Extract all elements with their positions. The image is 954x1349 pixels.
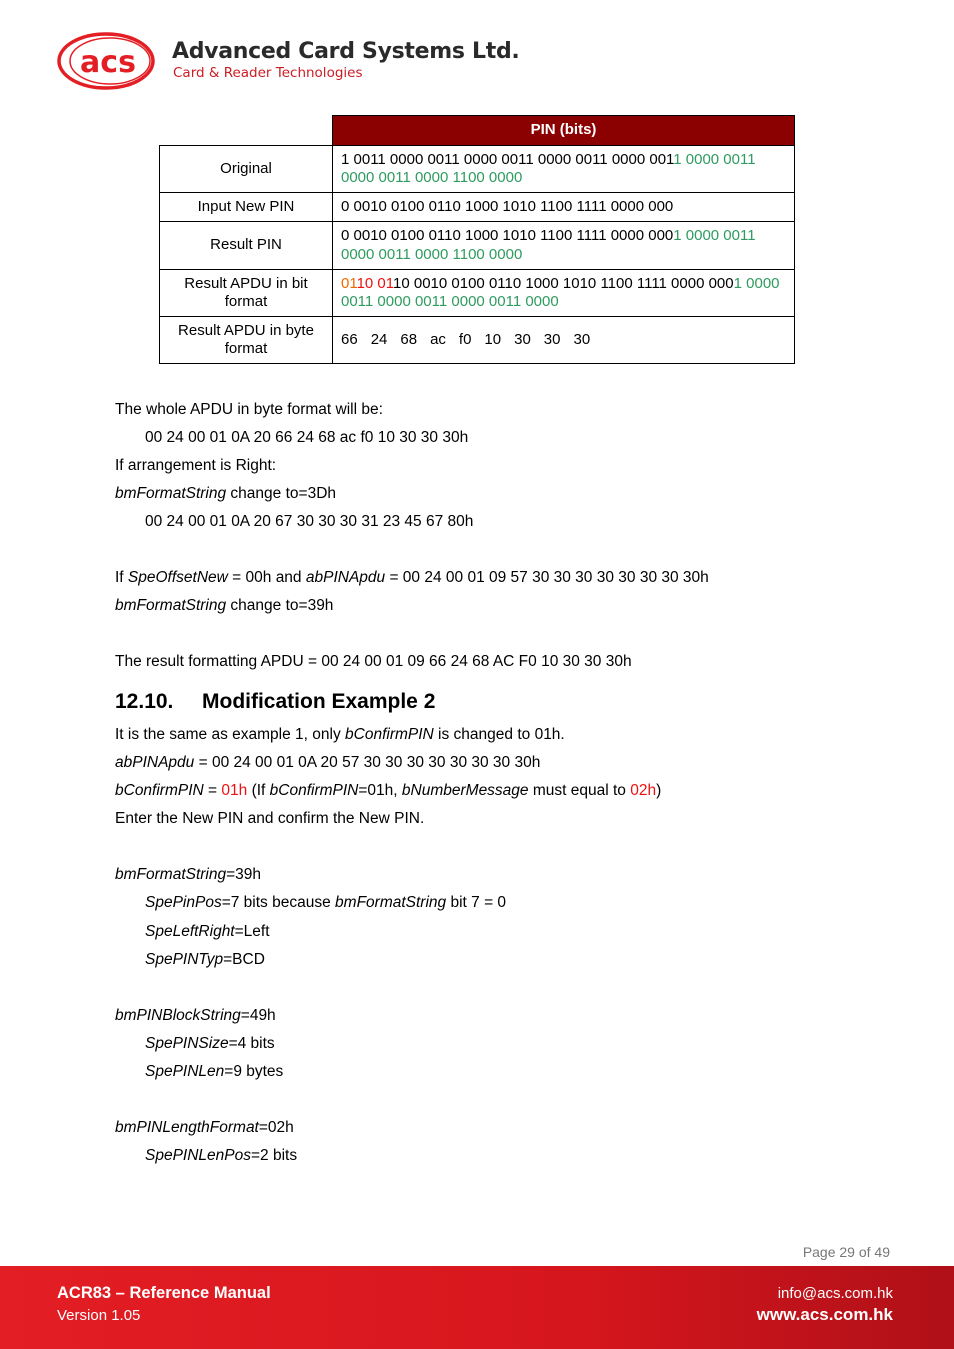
company-logo (56, 30, 520, 94)
row-value (333, 193, 795, 222)
paragraph: SpePINLenPos=2 bits (145, 1147, 298, 1164)
bits-black: 10 0010 0100 0110 1000 1010 1100 1111 0000 000 (393, 274, 734, 292)
row-value (333, 270, 795, 317)
bits-black: 0 0010 0100 0110 1000 1010 1100 1111 0000 000 (341, 197, 674, 215)
column-header-pin-bits: PIN (bits) (333, 116, 795, 146)
byte-cell: 66 (341, 330, 358, 348)
company-name: Advanced Card Systems Ltd. (172, 39, 520, 64)
paragraph: It is the same as example 1, only bConfirmPIN is changed to 01h. (115, 726, 565, 743)
footer-website-link[interactable]: www.acs.com.hk (756, 1305, 893, 1324)
table-row (160, 146, 795, 193)
paragraph: bmFormatString change to=3Dh (115, 485, 337, 502)
byte-cell: 30 (543, 330, 561, 348)
bits-black: 0 0010 0100 0110 1000 1010 1100 1111 0000 000 (341, 227, 674, 244)
paragraph: SpePINTyp=BCD (145, 951, 265, 968)
row-label: Input New PIN (160, 193, 333, 222)
row-value (333, 146, 795, 193)
bits-green: 1 0000 0011 0000 0011 0000 1100 0000 (341, 227, 756, 263)
page-footer (0, 1266, 954, 1349)
bits-black: 1 0011 0000 0011 0000 0011 0000 0011 0000 001 (341, 150, 674, 168)
paragraph: bmFormatString change to=39h (115, 597, 334, 614)
table-row (160, 193, 795, 222)
row-label: Result APDU in bit format (160, 270, 333, 317)
table-corner (160, 116, 333, 146)
paragraph: abPINApdu = 00 24 00 01 0A 20 57 30 30 30 30 30 30 30 30h (115, 754, 541, 771)
paragraph: bmFormatString=39h (115, 866, 262, 883)
bits-orange: 01 (341, 274, 357, 292)
footer-title: ACR83 – Reference Manual (57, 1284, 271, 1302)
byte-cell: 68 (400, 330, 418, 348)
paragraph: The result formatting APDU = 00 24 00 01 09 66 24 68 AC F0 10 30 30 30h (115, 653, 632, 670)
row-value (333, 222, 795, 270)
paragraph: SpeLeftRight=Left (145, 923, 270, 940)
footer-version: Version 1.05 (57, 1307, 141, 1324)
byte-cell: 30 (573, 330, 591, 348)
paragraph: If arrangement is Right: (115, 457, 277, 474)
paragraph: SpePINLen=9 bytes (145, 1063, 284, 1080)
byte-cell: ac (430, 330, 446, 348)
bits-green: 1 0000 0011 0000 0011 0000 0011 0000 (341, 274, 780, 310)
company-tagline: Card & Reader Technologies (173, 65, 363, 81)
paragraph: SpePINSize=4 bits (145, 1035, 275, 1052)
page-number: Page 29 of 49 (802, 1244, 890, 1260)
paragraph: The whole APDU in byte format will be: (115, 401, 383, 418)
logo-text: acs (80, 45, 136, 80)
paragraph: bmPINBlockString=49h (115, 1007, 276, 1024)
byte-cell: 30 (514, 330, 531, 348)
apdu-line: 00 24 00 01 0A 20 67 30 30 30 31 23 45 67 80h (145, 513, 474, 530)
table-row (160, 270, 795, 317)
byte-cell: 24 (370, 330, 388, 348)
acs-logo-icon (56, 30, 160, 94)
byte-cell: f0 (458, 330, 472, 348)
section-heading: 12.10. Modification Example 2 (115, 690, 436, 713)
paragraph: Enter the New PIN and confirm the New PIN. (115, 810, 425, 827)
bits-red: 10 01 (356, 274, 394, 292)
paragraph: If SpeOffsetNew = 00h and abPINApdu = 00 24 00 01 09 57 30 30 30 30 30 30 30 30h (115, 569, 709, 586)
byte-cell: 10 (484, 330, 502, 348)
table-row (160, 222, 795, 270)
pin-bits-table (159, 115, 795, 364)
row-label: Original (160, 146, 333, 193)
row-value-bytes (333, 317, 795, 364)
apdu-line: 00 24 00 01 0A 20 66 24 68 ac f0 10 30 30 30h (145, 429, 469, 446)
row-label: Result PIN (160, 222, 333, 270)
paragraph: SpePinPos=7 bits because bmFormatString bit 7 = 0 (145, 894, 507, 911)
footer-email-link[interactable]: info@acs.com.hk (777, 1285, 893, 1302)
paragraph: bmPINLengthFormat=02h (115, 1119, 294, 1136)
bits-green: 1 0000 0011 0000 0011 0000 1100 0000 (341, 150, 756, 186)
table-row (160, 317, 795, 364)
row-label: Result APDU in byte format (160, 317, 333, 364)
paragraph: bConfirmPIN = 01h (If bConfirmPIN=01h, bNumberMessage must equal to 02h) (115, 782, 662, 799)
